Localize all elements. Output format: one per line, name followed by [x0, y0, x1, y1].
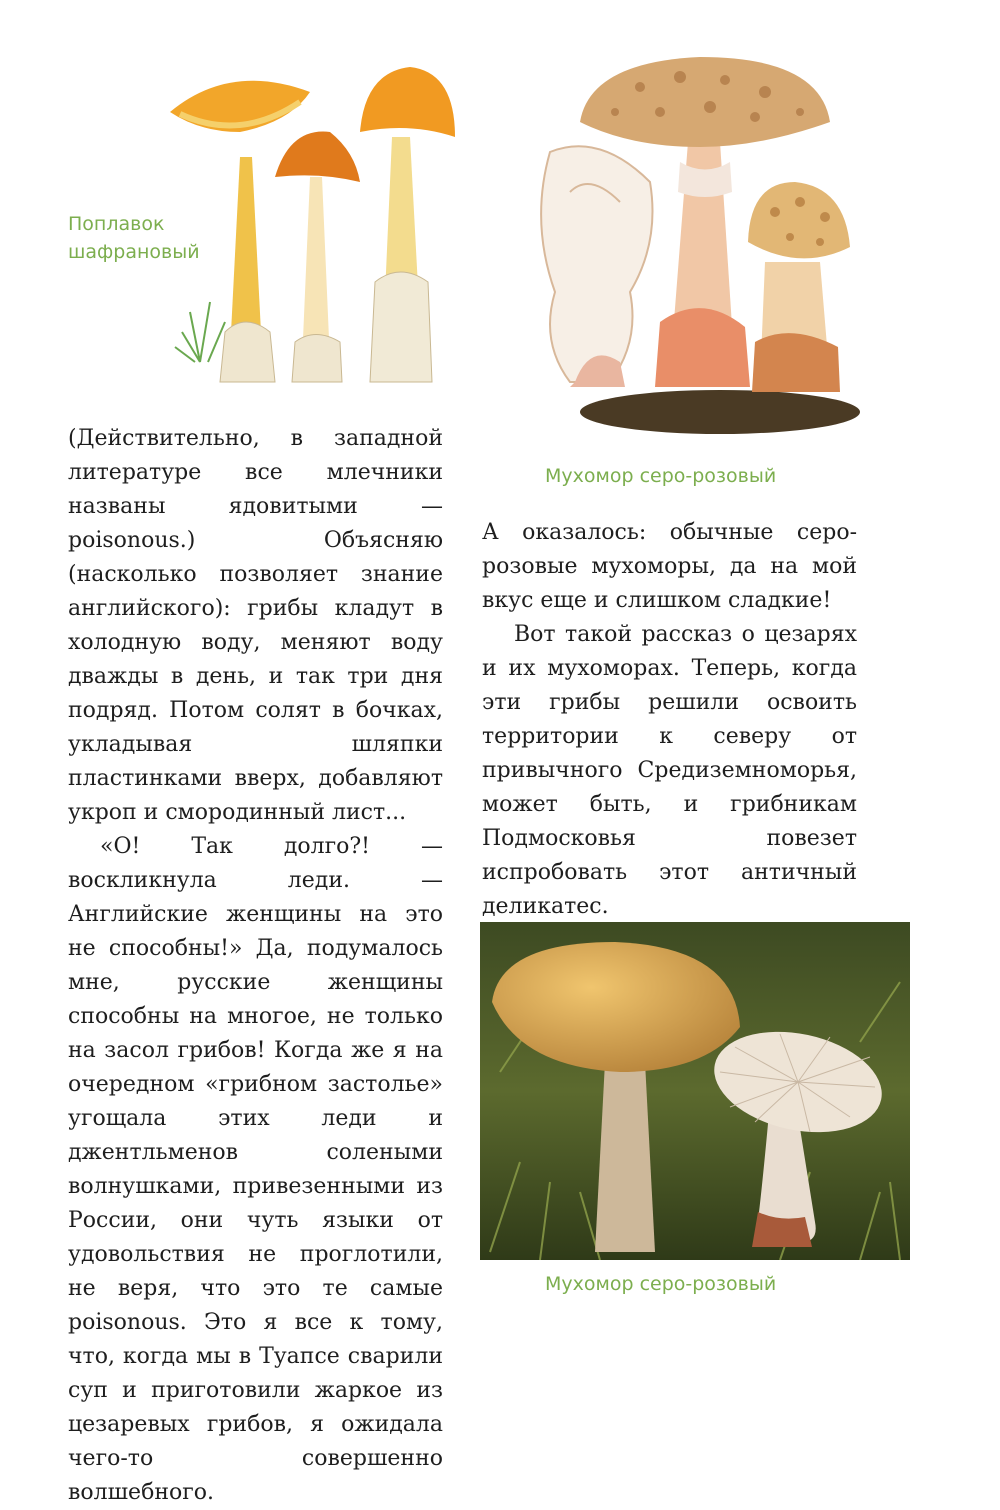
amanita-crocea-illustration	[170, 62, 460, 392]
caption-line: Поплавок	[68, 213, 165, 235]
caption-line: Мухомор серо-розовый	[545, 1273, 777, 1295]
amanita-rubescens-illustration	[520, 42, 860, 437]
caption-line: Мухомор серо-розовый	[545, 465, 777, 487]
amanita-rubescens-photo	[480, 922, 910, 1260]
right-text-column	[482, 516, 857, 924]
caption-amanita-rubescens	[545, 462, 776, 490]
caption-photo	[545, 1270, 776, 1298]
paragraph: Вот такой рассказ о цезарях и их мухоморах. Теперь, когда эти грибы решили освоить территории к северу от привычного Средиземноморья, может быть, и грибникам Подмосковья повезет испробовать этот античный деликатес.	[482, 622, 857, 919]
caption-amanita-crocea	[68, 210, 200, 266]
caption-line: шафрановый	[68, 241, 200, 263]
paragraph: (Действительно, в западной литературе все млечники названы ядовитыми — poisonous.) Объясняю (насколько позволяет знание английского): грибы кладут в холодную воду, меняют воду дважды в день, и так три дня подряд. Потом солят в бочках, укладывая шляпки пластинками вверх, добавляют укроп и смородинный лист...	[68, 426, 443, 825]
paragraph: А оказалось: обычные серо-розовые мухоморы, да на мой вкус еще и слишком сладкие!	[482, 520, 857, 613]
paragraph: «О! Так долго?! — воскликнула леди. — Английские женщины на это не способны!» Да, подумалось мне, русские женщины способны на многое, не только на засол грибов! Когда же я на очередном «грибном застолье» угощала этих леди и джентльменов солеными волнушками, привезенными из России, они чуть языки от удовольствия не проглотили, не веря, что это те самые poisonous. Это я все к тому, что, когда мы в Туапсе сварили суп и приготовили жаркое из цезаревых грибов, я ожидала чего-то совершенно волшебного.	[68, 834, 443, 1505]
left-text-column	[68, 422, 443, 1510]
